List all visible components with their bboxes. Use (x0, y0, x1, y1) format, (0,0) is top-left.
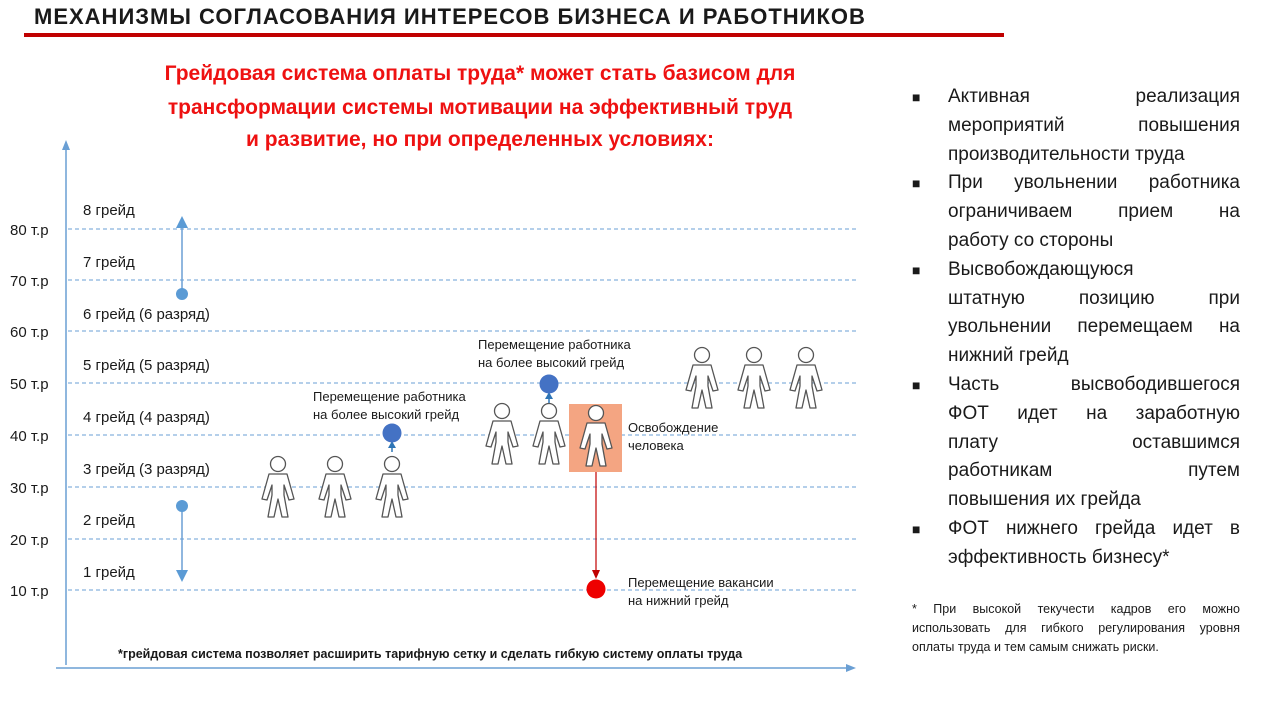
headline-line-2: трансформации системы мотивации на эффективный труд (167, 96, 793, 119)
condition-line: Активная реализация (948, 86, 1240, 107)
moved-worker-dot-2 (540, 375, 559, 394)
condition-item (912, 169, 1240, 255)
grade-label-6: 6 грейд (6 разряд) (83, 306, 210, 323)
y-label-50: 50 т.р (10, 376, 49, 393)
annotation-line: на нижний грейд (628, 593, 729, 608)
annotation-line: Перемещение вакансии (628, 575, 774, 590)
range-dot-bottom (176, 500, 188, 512)
bullet-square-icon: ■ (912, 376, 921, 393)
bullet-square-icon: ■ (912, 175, 921, 192)
bullet-square-icon: ■ (912, 89, 921, 105)
condition-line: ФОТ идет на заработную (948, 402, 1240, 424)
condition-line: работникам путем (948, 460, 1240, 482)
y-axis-arrow (62, 140, 70, 150)
range-arrow-down-head (176, 570, 188, 582)
condition-line: работу со стороны (948, 229, 1114, 251)
condition-item (912, 256, 1240, 371)
y-label-20: 20 т.р (10, 532, 49, 549)
annotation-release (628, 419, 718, 455)
condition-line: увольнении перемещаем на (948, 316, 1240, 338)
moved-worker-dot (383, 424, 402, 443)
condition-item (912, 83, 1240, 169)
y-label-10: 10 т.р (10, 583, 49, 600)
grade-label-5: 5 грейд (5 разряд) (83, 357, 210, 374)
condition-line: ограничиваем прием на (948, 201, 1240, 223)
grade-system-footnote: *грейдовая система позволяет расширить тарифную сетку и сделать гибкую систему оплаты труда (118, 647, 743, 661)
condition-line: При увольнении работника (948, 172, 1240, 194)
condition-line: производительности труда (948, 143, 1185, 165)
annotation-line: на более высокий грейд (313, 407, 460, 422)
bullet-square-icon: ■ (912, 261, 921, 278)
annotation-line: Перемещение работника (313, 389, 466, 404)
person-icon (319, 457, 351, 518)
condition-line: штатную позицию при (948, 287, 1240, 309)
condition-item (912, 515, 1240, 573)
bullet-square-icon: ■ (912, 520, 921, 537)
condition-line: нижний грейд (948, 345, 1069, 367)
y-label-70: 70 т.р (10, 273, 49, 290)
headline-line-3: и развитие, но при определенных условиях: (246, 128, 714, 151)
y-label-80: 80 т.р (10, 222, 49, 239)
person-icon (686, 348, 718, 409)
grade-label-4: 4 грейд (4 разряд) (83, 409, 210, 426)
grade-label-3: 3 грейд (3 разряд) (83, 461, 210, 478)
person-icon (486, 404, 518, 465)
person-icon (262, 457, 294, 518)
grade-label-1: 1 грейд (83, 564, 135, 581)
vacancy-dot (587, 580, 606, 599)
person-icon (533, 404, 565, 465)
x-axis-arrow (846, 664, 856, 672)
conditions-list (912, 83, 1240, 573)
annotation-line: на более высокий грейд (478, 355, 625, 370)
person-icon (790, 348, 822, 409)
y-label-40: 40 т.р (10, 428, 49, 445)
annotation-vacancy-down (628, 574, 774, 610)
headline-line-1: Грейдовая система оплаты труда* может стать базисом для (164, 62, 796, 85)
y-label-30: 30 т.р (10, 480, 49, 497)
condition-line: мероприятий повышения (948, 114, 1240, 136)
person-icon (738, 348, 770, 409)
condition-line: ФОТ нижнего грейда идет в (948, 517, 1240, 539)
vacancy-arrow-head (592, 570, 600, 579)
grade-label-7: 7 грейд (83, 254, 135, 271)
grade-label-2: 2 грейд (83, 512, 135, 529)
range-dot-top (176, 288, 188, 300)
condition-item (912, 371, 1240, 515)
condition-line: Высвобождающуюся (948, 258, 1134, 280)
annotation-line: человека (628, 438, 684, 453)
condition-line: Часть высвободившегося (948, 373, 1240, 395)
condition-line: эффективность бизнесу* (948, 546, 1170, 568)
annotation-line: Перемещение работника (478, 337, 631, 352)
condition-line: повышения их грейда (948, 489, 1141, 511)
annotation-move-up-lower (313, 388, 466, 424)
condition-line: плату оставшимся (948, 431, 1240, 453)
y-label-60: 60 т.р (10, 324, 49, 341)
range-arrow-up-head (176, 216, 188, 228)
annotation-move-up-upper (478, 336, 631, 372)
page-title: МЕХАНИЗМЫ СОГЛАСОВАНИЯ ИНТЕРЕСОВ БИЗНЕСА И РАБОТНИКОВ (34, 4, 866, 29)
person-icon (376, 457, 408, 518)
annotation-line: Освобождение (628, 420, 719, 435)
risk-footnote: * При высокой текучести кадров его можно использовать для гибкого регулирования уровня оплаты труда и тем самым снижать риски. (912, 602, 1240, 654)
grade-label-8: 8 грейд (83, 202, 135, 219)
